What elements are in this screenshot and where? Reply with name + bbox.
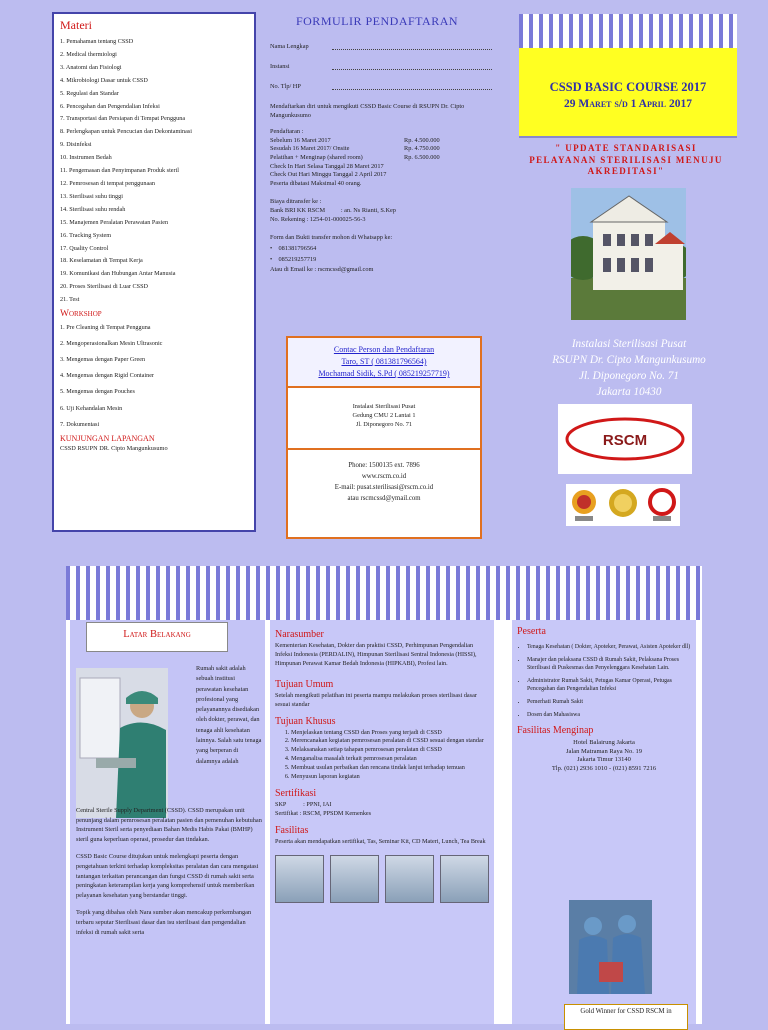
bullet-icon: • bbox=[270, 244, 279, 252]
list-item: 3. Mengemas dengan Paper Green bbox=[60, 356, 146, 364]
list-item: 17. Quality Control bbox=[60, 244, 109, 252]
email-text: Atau di Email ke : rscmcssd@gmail.com bbox=[270, 265, 374, 273]
list-item: 6. Menyusun laporan kegiatan bbox=[291, 773, 489, 782]
pendaftaran-title: Pendaftaran : bbox=[270, 128, 304, 136]
contact-email[interactable]: E-mail: pusat.sterilisasi@rscm.co.id bbox=[334, 484, 434, 491]
phone-number: 081381796564 bbox=[278, 244, 317, 252]
kunjungan-title: KUNJUNGAN LAPANGAN bbox=[60, 433, 155, 443]
list-item: • Manajer dan pelaksana CSSD di Rumah Sakit, Pelaksana Proses Sterilisasi di Puskesmas dan Penyelenggara Kesehatan Lain. bbox=[527, 656, 691, 673]
hotel-line: Tlp. (021) 2936 1010 - (021) 8591 7216 bbox=[551, 764, 657, 772]
course-banner bbox=[519, 48, 737, 138]
field-label: Nama Lengkap bbox=[270, 43, 309, 50]
bullet-icon: • bbox=[270, 256, 279, 264]
fee-row bbox=[262, 145, 492, 154]
field-label: Instansi bbox=[270, 63, 290, 70]
sertifikasi-title: Sertifikasi bbox=[275, 787, 317, 799]
field-line[interactable] bbox=[332, 63, 492, 70]
list-item: 18. Keselamatan di Tempat Kerja bbox=[60, 257, 143, 265]
course-date: 29 Maret s/d 1 April 2017 bbox=[564, 98, 692, 110]
fasilitas-text: Peserta akan mendapatkan sertifikat, Tas, Seminar Kit, CD Materi, Lunch, Tea Break bbox=[275, 837, 486, 845]
rscm-logo bbox=[558, 404, 692, 474]
contact-box bbox=[286, 336, 482, 539]
contact-web[interactable]: www.rscm.co.id bbox=[361, 473, 407, 480]
list-item: 1. Pre Cleaning di Tempat Pengguna bbox=[60, 324, 151, 332]
fee-row bbox=[262, 154, 492, 163]
list-item: 11. Pengemasan dan Penyimpanan Produk steril bbox=[60, 167, 180, 175]
list-item: 7. Dokumentasi bbox=[60, 420, 100, 428]
fee-price: Rp. 4.500.000 bbox=[404, 136, 440, 144]
list-item: 6. Pencegahan dan Pengendalian Infeksi bbox=[60, 102, 160, 110]
form-title: FORMULIR PENDAFTARAN bbox=[295, 14, 459, 28]
course-title: CSSD BASIC COURSE 2017 bbox=[549, 80, 707, 94]
materi-panel bbox=[52, 12, 256, 532]
contact-title[interactable]: Contac Person dan Pendaftaran bbox=[333, 345, 435, 354]
hotel-line: Jakarta Timur 13140 bbox=[577, 756, 631, 764]
list-item: • Administrator Rumah Sakit, Petugas Kamar Operasi, Petugas Pencegahan dan Pengendalian Infeksi bbox=[527, 677, 691, 694]
list-item: 4. Mikrobiologi Dasar untuk CSSD bbox=[60, 76, 148, 84]
list-item: 2. Medical thermiologi bbox=[60, 50, 117, 58]
list-item: 5. Membuat usulan perbaikan dan rencana tindak lanjut terhadap temuan bbox=[291, 764, 489, 773]
field-telp[interactable] bbox=[262, 83, 492, 90]
list-item: 1. Pemahaman tentang CSSD bbox=[60, 38, 134, 45]
list-item: 3. Melaksanakan setiap tahapan pemrosesan peralatan di CSSD bbox=[291, 746, 489, 755]
hotel-line: Hotel Balairung Jakarta bbox=[573, 739, 635, 747]
field-line[interactable] bbox=[332, 83, 492, 90]
tujuan-khusus-title: Tujuan Khusus bbox=[275, 715, 336, 727]
list-item: 15. Manajemen Peralatan Perawatan Pasien bbox=[60, 218, 169, 226]
list-item: • Tenaga Kesehatan ( Dokter, Apoteker, Perawat, Asisten Apoteker dll) bbox=[527, 643, 691, 652]
hotel-line: Jalan Matraman Raya No. 19 bbox=[566, 747, 642, 755]
latar-p1: Central Sterile Supply Department (CSSD). CSSD merupakan unit penunjang dalam pemrosesan peralatan pasien dan pemenuhan kebutuhan Instrument Steril serta penyediaan Bahan Medis Habis Pakai (BMHP) steril guna keperluan operasi, prosedur dan tindakan. bbox=[76, 807, 262, 843]
certification-logos bbox=[566, 484, 680, 526]
list-item: 19. Komunikasi dan Hubungan Antar Manusia bbox=[60, 270, 176, 278]
equipment-photos bbox=[275, 855, 489, 903]
peserta-title: Peserta bbox=[517, 626, 546, 637]
peserta-list bbox=[517, 643, 691, 719]
contact-address bbox=[288, 388, 480, 450]
list-item: 3. Anatomi dan Fisiologi bbox=[60, 63, 122, 71]
contact-info bbox=[288, 450, 480, 504]
fee-price: Rp. 4.750.000 bbox=[404, 145, 440, 153]
address-line: Instalasi Sterilisasi Pusat bbox=[352, 403, 416, 410]
list-item: 20. Proses Sterilisasi di Luar CSSD bbox=[60, 283, 149, 291]
check-in: Check In Hari Selasa Tanggal 28 Maret 2017 bbox=[270, 162, 384, 170]
registration-form bbox=[262, 10, 492, 550]
list-item: 7. Transportasi dan Persiapan di Tempat Pengguna bbox=[60, 115, 186, 123]
list-item: 4. Mengemas dengan Rigid Container bbox=[60, 372, 154, 380]
decor-stripes-bottom bbox=[66, 566, 702, 620]
latar-side-text: Rumah sakit adalah sebuah institusi perawatan kesehatan profesional yang pelayanannya disediakan oleh dokter, perawat, dan tenaga ahli kesehatan lainnya. Salah satu tenaga yang berperan di dalamnya adalah bbox=[196, 665, 262, 765]
list-item: 10. Instrumen Bedah bbox=[60, 154, 112, 162]
latar-p2: CSSD Basic Course ditujukan untuk melengkapi peserta dengan pengetahuan terkini terhadap kompleksitas peralatan dan cara mengatasi tantangan terkaitan perancangan dan fungsi CSSD di rumah sakit serta peningkatan keterampilan kerja yang komprehensif untuk memberikan pelayanan kesehatan yang berstandar tinggi. bbox=[76, 853, 259, 899]
form-intro: Mendaftarkan diri untuk mengikuti CSSD Basic Course di RSUPN Dr. Cipto Mangunkusumo bbox=[270, 103, 465, 119]
institution-info bbox=[526, 336, 732, 400]
list-item: 2. Mengoperasionalkan Mesin Ultrasonic bbox=[60, 340, 163, 348]
surgery-photo bbox=[569, 900, 652, 994]
decor-stripes bbox=[519, 14, 737, 48]
narasumber-text: Kementerian Kesehatan, Dokter dan praktisi CSSD, Perhimpunan Pengendalian Infeksi Indonesia (PERDALIN), Himpunan Sterilisasi Sentral Indonesia (HISSI), Himpunan Perawat Kamar Bedah Indonesia (HIPKABI), Profesi lain. bbox=[275, 642, 477, 667]
workshop-title: Workshop bbox=[60, 309, 102, 320]
address-line: Gedung CMU 2 Lantai 1 bbox=[352, 412, 416, 419]
contact-person-1[interactable]: Taro, ST ( 081381796564) bbox=[341, 357, 427, 366]
fee-label: Pelatihan + Menginap (shared room) bbox=[270, 153, 363, 161]
list-item: • Pemerhati Rumah Sakit bbox=[527, 698, 691, 707]
rekening: No. Rekening : 1254-01-000025-56-3 bbox=[270, 215, 366, 223]
contact-email-alt[interactable]: atau rscmcssd@ymail.com bbox=[347, 495, 421, 502]
materi-list bbox=[60, 36, 248, 307]
hotel-info bbox=[517, 739, 691, 773]
list-item: 14. Sterilisasi suhu rendah bbox=[60, 205, 126, 213]
phone-item bbox=[262, 245, 492, 254]
equipment-photo bbox=[275, 855, 324, 903]
kars-badge-icon bbox=[647, 488, 677, 522]
fee-label: Sesudah 16 Maret 2017/ Onsite bbox=[270, 145, 350, 153]
latar-title: Latar Belakang bbox=[86, 622, 228, 652]
contact-phone: Phone: 1500135 ext. 7896 bbox=[348, 462, 420, 469]
kunjungan-text: CSSD RSUPN DR. Cipto Mangunkusumo bbox=[60, 444, 168, 452]
workshop-list bbox=[60, 320, 248, 433]
inst-line: Jakarta 10430 bbox=[596, 386, 662, 398]
latar-text bbox=[76, 806, 262, 937]
tujuan-khusus-list bbox=[275, 729, 489, 782]
narasumber-title: Narasumber bbox=[275, 629, 324, 640]
list-item: 8. Perlengkapan untuk Pencucian dan Dekontaminasi bbox=[60, 128, 192, 136]
list-item: 6. Uji Kehandalan Mesin bbox=[60, 404, 123, 412]
tujuan-umum-text: Setelah mengikuti pelatihan ini peserta mampu melakukan proses sterilisasi dasar sesuai standar bbox=[275, 691, 477, 708]
list-item: 9. Disinfeksi bbox=[60, 141, 92, 149]
equipment-photo bbox=[440, 855, 489, 903]
building-photo bbox=[571, 188, 686, 320]
list-item: 13. Sterilisasi suhu tinggi bbox=[60, 192, 123, 200]
list-item: 4. Menganalisa masalah terkait pemrosesan peralatan bbox=[291, 755, 489, 764]
list-item: 5. Regulasi dan Standar bbox=[60, 89, 119, 97]
sertifikasi-sertifikat: Sertifikat : RSCM, PPSDM Kemenkes bbox=[275, 809, 372, 817]
address-line: Jl. Diponegoro No. 71 bbox=[355, 421, 413, 428]
inst-line: Instalasi Sterilisasi Pusat bbox=[571, 338, 687, 350]
field-instansi[interactable] bbox=[262, 63, 492, 70]
info-section bbox=[270, 620, 494, 1024]
biaya-title: Biaya ditransfer ke : bbox=[270, 198, 322, 206]
bank-info: Bank BRI KK RSCM : an. Ns Rianti, S.Kep bbox=[270, 206, 396, 214]
field-line[interactable] bbox=[332, 43, 492, 50]
course-tagline: " UPDATE STANDARISASI PELAYANAN STERILISASI MENUJU AKREDITASI" bbox=[529, 143, 723, 176]
rscm-logo-text: RSCM bbox=[602, 432, 648, 449]
latar-p3: Topik yang dibahas oleh Nara sumber akan mencakup perkembangan terbaru seputar Sterilisasi dasar dan isu sterilisasi dan pengendalian infeksi di rumah sakit serta bbox=[76, 909, 252, 936]
list-item: 5. Mengemas dengan Pouches bbox=[60, 388, 135, 396]
check-out: Check Out Hari Minggu Tanggal 2 April 2017 bbox=[270, 171, 387, 179]
list-item: 21. Test bbox=[60, 296, 80, 304]
inst-line: Jl. Diponegoro No. 71 bbox=[579, 370, 679, 382]
fee-row bbox=[262, 137, 492, 146]
menginap-title: Fasilitas Menginap bbox=[517, 725, 594, 737]
field-label: No. Tlp/ HP bbox=[270, 83, 301, 90]
gold-winner-banner: Gold Winner for CSSD RSCM in bbox=[564, 1004, 688, 1030]
phone-item bbox=[262, 256, 492, 265]
fee-price: Rp. 6.500.000 bbox=[404, 153, 440, 161]
fasilitas-title: Fasilitas bbox=[275, 824, 309, 836]
peserta-limit: Peserta dibatasi Maksimal 40 orang. bbox=[270, 179, 362, 187]
phone-number: 085219257719 bbox=[278, 256, 317, 264]
peserta-section bbox=[512, 620, 696, 1024]
list-item: 12. Pemrosesan di tempat penggunaan bbox=[60, 179, 156, 187]
list-item: • Dosen dan Mahasiswa bbox=[527, 711, 691, 720]
field-nama[interactable] bbox=[262, 43, 492, 50]
list-item: 16. Tracking System bbox=[60, 231, 112, 239]
rscm-logo-icon bbox=[558, 404, 692, 474]
inst-line: RSUPN Dr. Cipto Mangunkusumo bbox=[552, 354, 706, 366]
cssd-photo bbox=[76, 668, 168, 818]
list-item: 1. Menjelaskan tentang CSSD dan Proses yang terjadi di CSSD bbox=[291, 729, 489, 738]
fee-label: Sebelum 16 Maret 2017 bbox=[270, 136, 331, 144]
equipment-photo bbox=[385, 855, 434, 903]
jci-seal-icon bbox=[606, 488, 640, 522]
sertifikasi-skp: SKP : PPNI, IAI bbox=[275, 800, 332, 808]
equipment-photo bbox=[330, 855, 379, 903]
tujuan-umum-title: Tujuan Umum bbox=[275, 678, 334, 690]
contact-person-2[interactable]: Mochamad Sidik, S.Pd ( 085219257719) bbox=[318, 369, 450, 378]
latar-section bbox=[70, 620, 265, 1024]
list-item: 2. Merencanakan kegiatan pemrosesan peralatan di CSSD sesuai dengan standar bbox=[291, 737, 489, 746]
contact-persons bbox=[288, 338, 480, 388]
sgs-badge-icon bbox=[569, 488, 599, 522]
bukti-text: Form dan Bukti transfer mohon di Whatsapp ke: bbox=[270, 234, 393, 242]
materi-title: Materi bbox=[60, 18, 92, 32]
